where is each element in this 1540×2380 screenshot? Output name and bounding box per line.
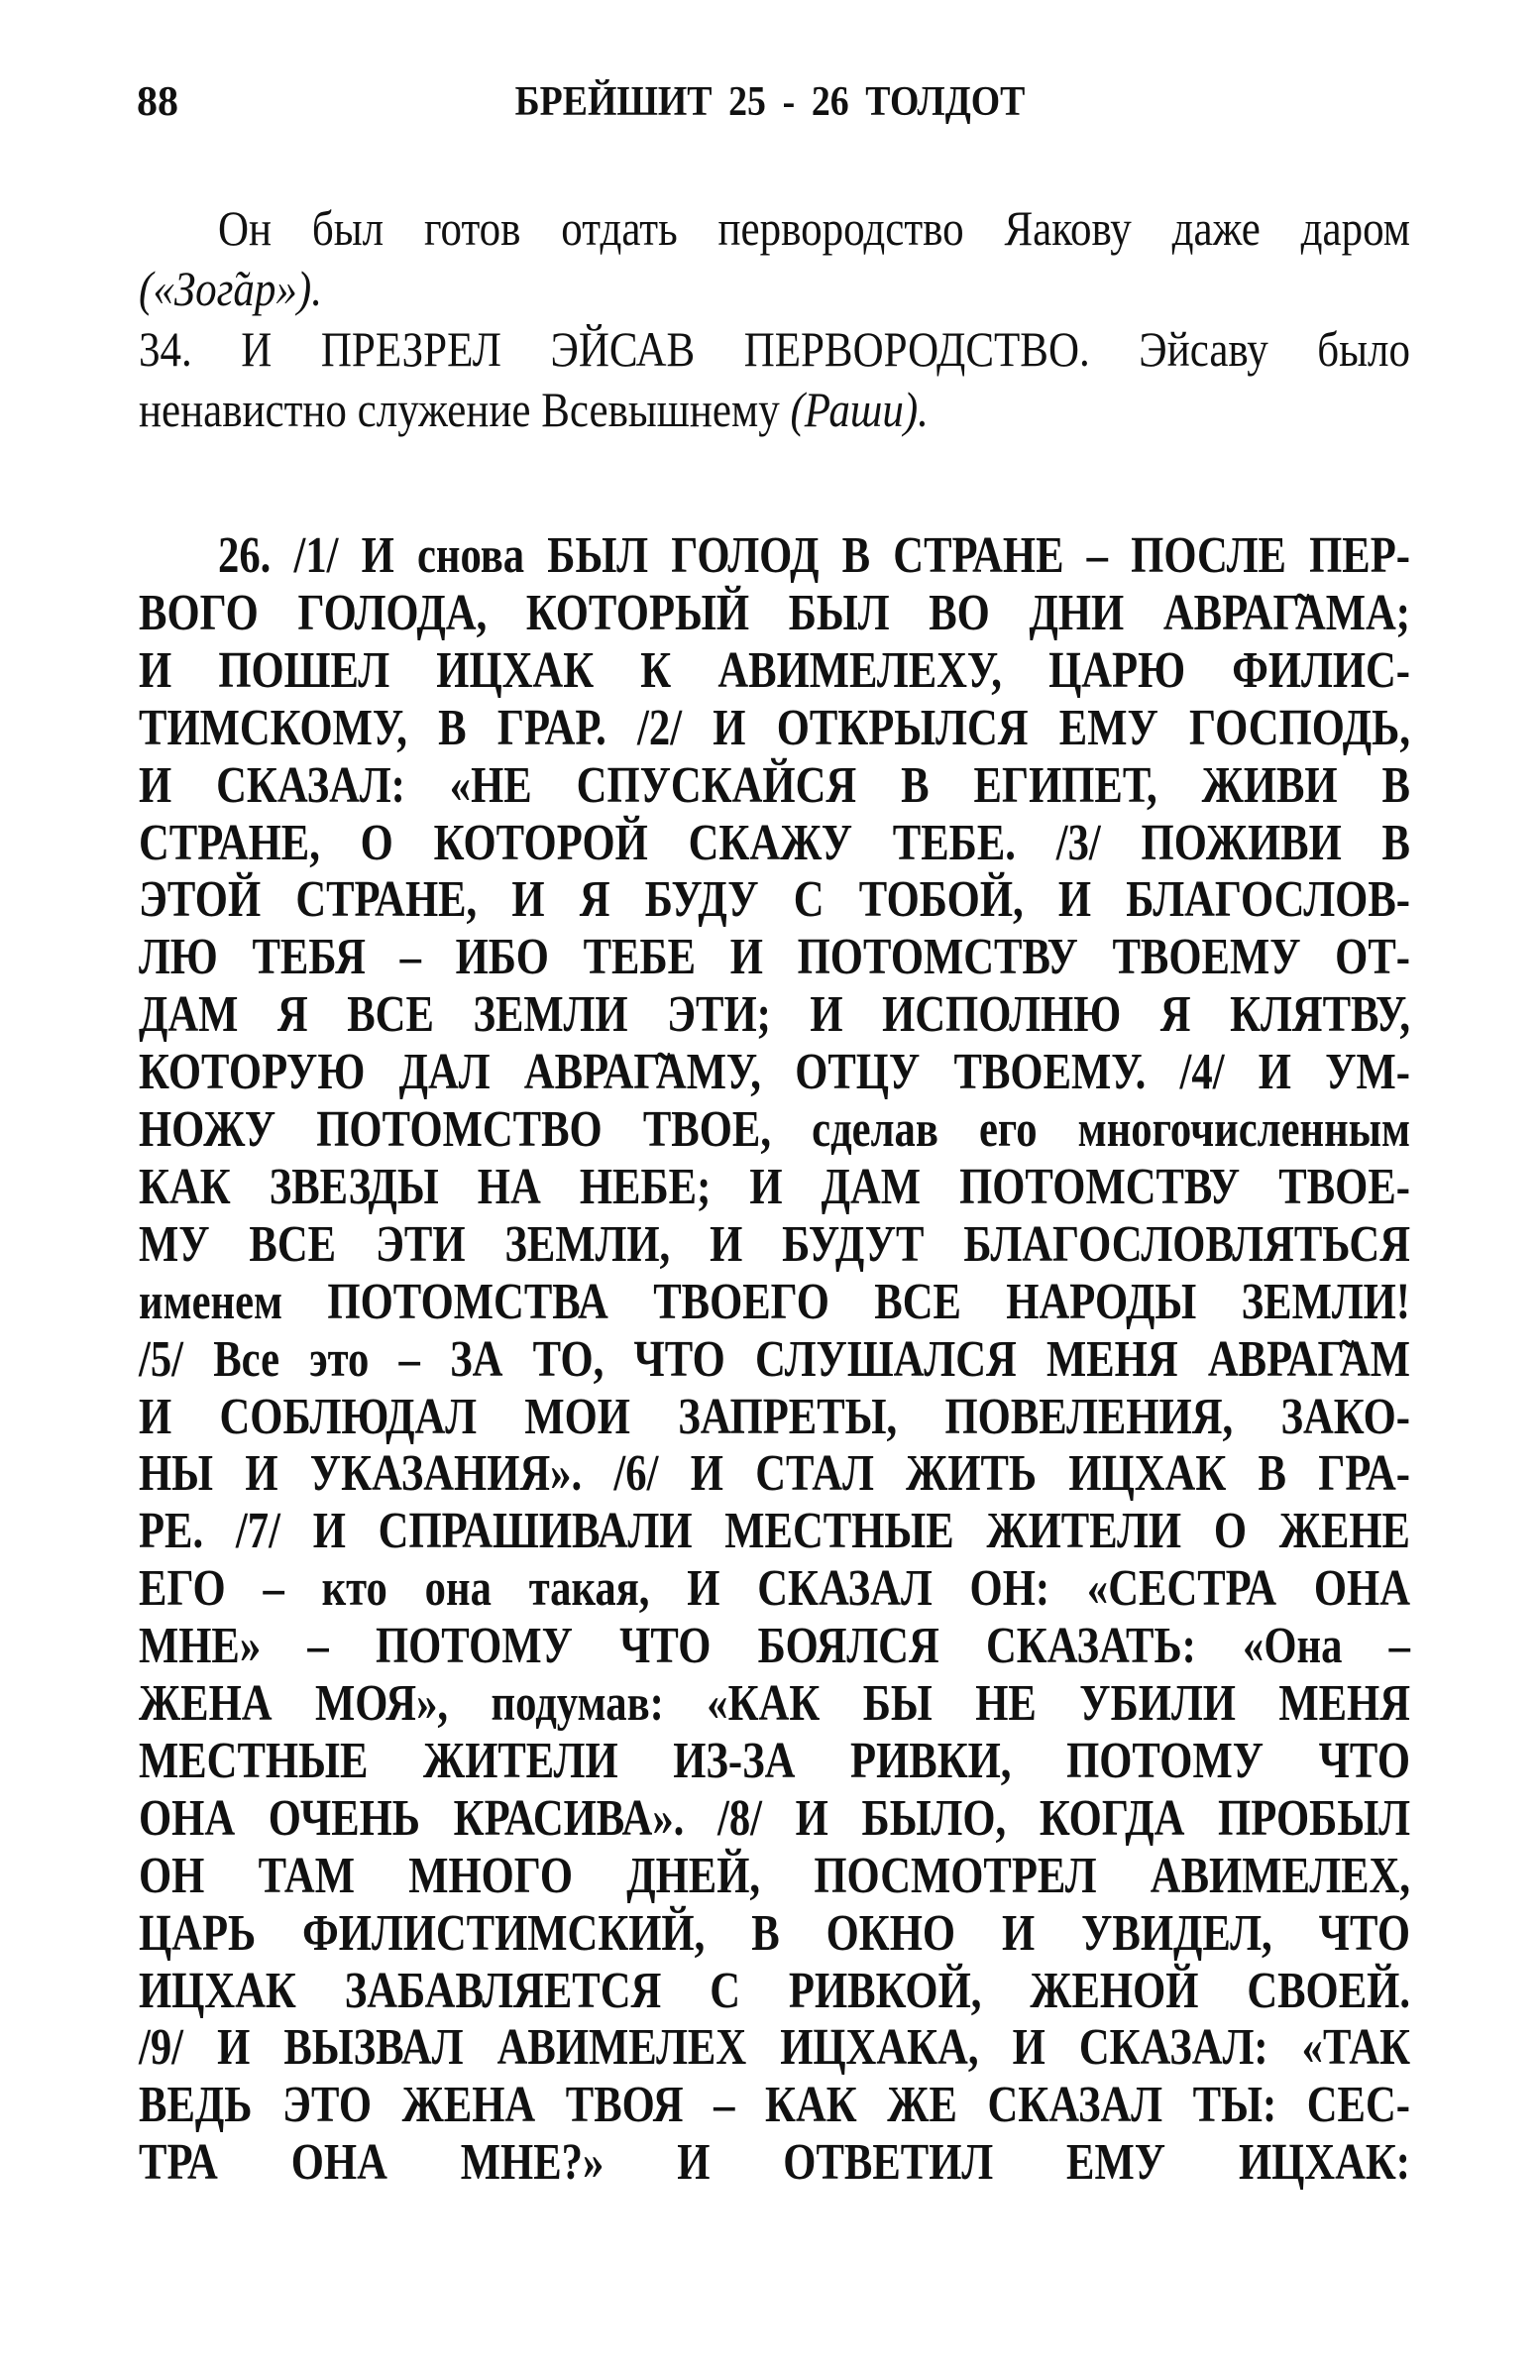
line-text [139, 1044, 1410, 1101]
text-segment: ЕГО – кто она такая, И СКАЗАЛ ОН: «СЕСТРА ОНА [139, 1560, 1410, 1618]
text-segment: /5/ Все это – ЗА ТО, ЧТО СЛУШАЛСЯ МЕНЯ АВРАГ̃АМ [139, 1330, 1410, 1388]
text-segment: /9/ И ВЫЗВАЛ АВИМЕЛЕХ ИЦХАКА, И СКАЗАЛ: «ТАК [139, 2019, 1410, 2077]
line-text [139, 1848, 1410, 1905]
line-text [139, 1963, 1410, 2020]
running-title: БРЕЙШИТ 25 - 26 ТОЛДОТ [514, 79, 1026, 125]
page-number: 88 [137, 79, 178, 125]
line-text [139, 1560, 1410, 1618]
line-text [139, 1216, 1410, 1274]
line-text [139, 757, 1410, 815]
line-text [139, 1101, 1410, 1159]
line-text [139, 1790, 1410, 1848]
line-text [139, 1331, 1410, 1389]
line-text [139, 1389, 1410, 1446]
citation-text: (Раши). [790, 382, 929, 437]
text-segment: ВОГО ГОЛОДА, КОТОРЫЙ БЫЛ ВО ДНИ АВРАГ̃АМА; [139, 584, 1410, 641]
text-segment: ЖЕНА МОЯ», подумав: «КАК БЫ НЕ УБИЛИ МЕНЯ [139, 1675, 1410, 1732]
line-text [139, 929, 1410, 986]
citation-text: («Зог̃ар»). [139, 261, 322, 316]
line-text [139, 2134, 1410, 2192]
text-segment: ОН ТАМ МНОГО ДНЕЙ, ПОСМОТРЕЛ АВИМЕЛЕХ, [139, 1847, 1410, 1904]
text-segment: И СКАЗАЛ: «НЕ СПУСКАЙСЯ В ЕГИПЕТ, ЖИВИ В [139, 756, 1410, 814]
text-segment: РЕ. /7/ И СПРАШИВАЛИ МЕСТНЫЕ ЖИТЕЛИ О ЖЕНЕ [139, 1503, 1410, 1560]
line-text [139, 1274, 1410, 1331]
line-text [139, 319, 1410, 380]
line-text [139, 1503, 1410, 1560]
line-text [139, 642, 1410, 700]
line-text [218, 198, 1410, 259]
text-segment: КАК ЗВЕЗДЫ НА НЕБЕ; И ДАМ ПОТОМСТВУ ТВОЕ- [139, 1158, 1410, 1215]
line-text [139, 700, 1410, 757]
line-text [139, 1445, 1410, 1503]
text-segment: МЕСТНЫЕ ЖИТЕЛИ ИЗ-ЗА РИВКИ, ПОТОМУ ЧТО [139, 1732, 1410, 1789]
line-text [139, 2019, 1410, 2077]
line-text [139, 871, 1410, 929]
text-segment: Он был готов отдать первородство Яакову даже даром [218, 200, 1410, 256]
text-segment: МНЕ» – ПОТОМУ ЧТО БОЯЛСЯ СКАЗАТЬ: «Она – [139, 1618, 1410, 1675]
text-segment: ЛЮ ТЕБЯ – ИБО ТЕБЕ И ПОТОМСТВУ ТВОЕМУ ОТ- [139, 929, 1410, 986]
text-segment: ЦАРЬ ФИЛИСТИМСКИЙ, В ОКНО И УВИДЕЛ, ЧТО [139, 1904, 1410, 1962]
text-segment: И ПОШЕЛ ИЦХАК К АВИМЕЛЕХУ, ЦАРЮ ФИЛИС- [139, 641, 1410, 699]
line-text [218, 527, 1410, 585]
line-text [139, 259, 1410, 319]
text-segment: МУ ВСЕ ЭТИ ЗЕМЛИ, И БУДУТ БЛАГОСЛОВЛЯТЬСЯ [139, 1215, 1410, 1273]
line-text [139, 1159, 1410, 1216]
line-text [139, 585, 1410, 642]
text-segment: именем ПОТОМСТВА ТВОЕГО ВСЕ НАРОДЫ ЗЕМЛИ! [139, 1273, 1410, 1330]
text-segment: СТРАНЕ, О КОТОРОЙ СКАЖУ ТЕБЕ. /3/ ПОЖИВИ В [139, 814, 1410, 871]
text-segment: НОЖУ ПОТОМСТВО ТВОЕ, сделав его многочисленным [139, 1101, 1410, 1158]
line-text [139, 2077, 1410, 2134]
line-text [139, 1618, 1410, 1675]
text-segment: ОНА ОЧЕНЬ КРАСИВА». /8/ И БЫЛО, КОГДА ПРОБЫЛ [139, 1789, 1410, 1847]
line-text [139, 1733, 1410, 1790]
text-segment: КОТОРУЮ ДАЛ АВРАГ̃АМУ, ОТЦУ ТВОЕМУ. /4/ И УМ- [139, 1044, 1410, 1101]
text-segment: 34. И ПРЕЗРЕЛ ЭЙСАВ ПЕРВОРОДСТВО. Эйсаву было [139, 321, 1410, 377]
text-segment: 26. /1/ И снова БЫЛ ГОЛОД В СТРАНЕ – ПОСЛЕ ПЕР- [218, 527, 1410, 584]
line-text [139, 815, 1410, 872]
text-segment: ВЕДЬ ЭТО ЖЕНА ТВОЯ – КАК ЖЕ СКАЗАЛ ТЫ: СЕС- [139, 2077, 1410, 2134]
line-text [139, 986, 1410, 1044]
text-segment: И СОБЛЮДАЛ МОИ ЗАПРЕТЫ, ПОВЕЛЕНИЯ, ЗАКО- [139, 1388, 1410, 1445]
text-segment: ненавистно служение Всевышнему [139, 382, 791, 437]
line-text [139, 1675, 1410, 1733]
text-segment: ЭТОЙ СТРАНЕ, И Я БУДУ С ТОБОЙ, И БЛАГОСЛОВ- [139, 871, 1410, 929]
text-segment: ИЦХАК ЗАБАВЛЯЕТСЯ С РИВКОЙ, ЖЕНОЙ СВОЕЙ. [139, 1962, 1410, 2019]
text-segment: ТИМСКОМУ, В ГРАР. /2/ И ОТКРЫЛСЯ ЕМУ ГОСПОДЬ, [139, 699, 1410, 756]
text-segment: ДАМ Я ВСЕ ЗЕМЛИ ЭТИ; И ИСПОЛНЮ Я КЛЯТВУ, [139, 986, 1410, 1044]
text-segment: ТРА ОНА МНЕ?» И ОТВЕТИЛ ЕМУ ИЦХАК: [139, 2134, 1410, 2192]
line-text [139, 1905, 1410, 1963]
text-segment: НЫ И УКАЗАНИЯ». /6/ И СТАЛ ЖИТЬ ИЦХАК В ГРА- [139, 1445, 1410, 1503]
line-text [139, 380, 1410, 440]
